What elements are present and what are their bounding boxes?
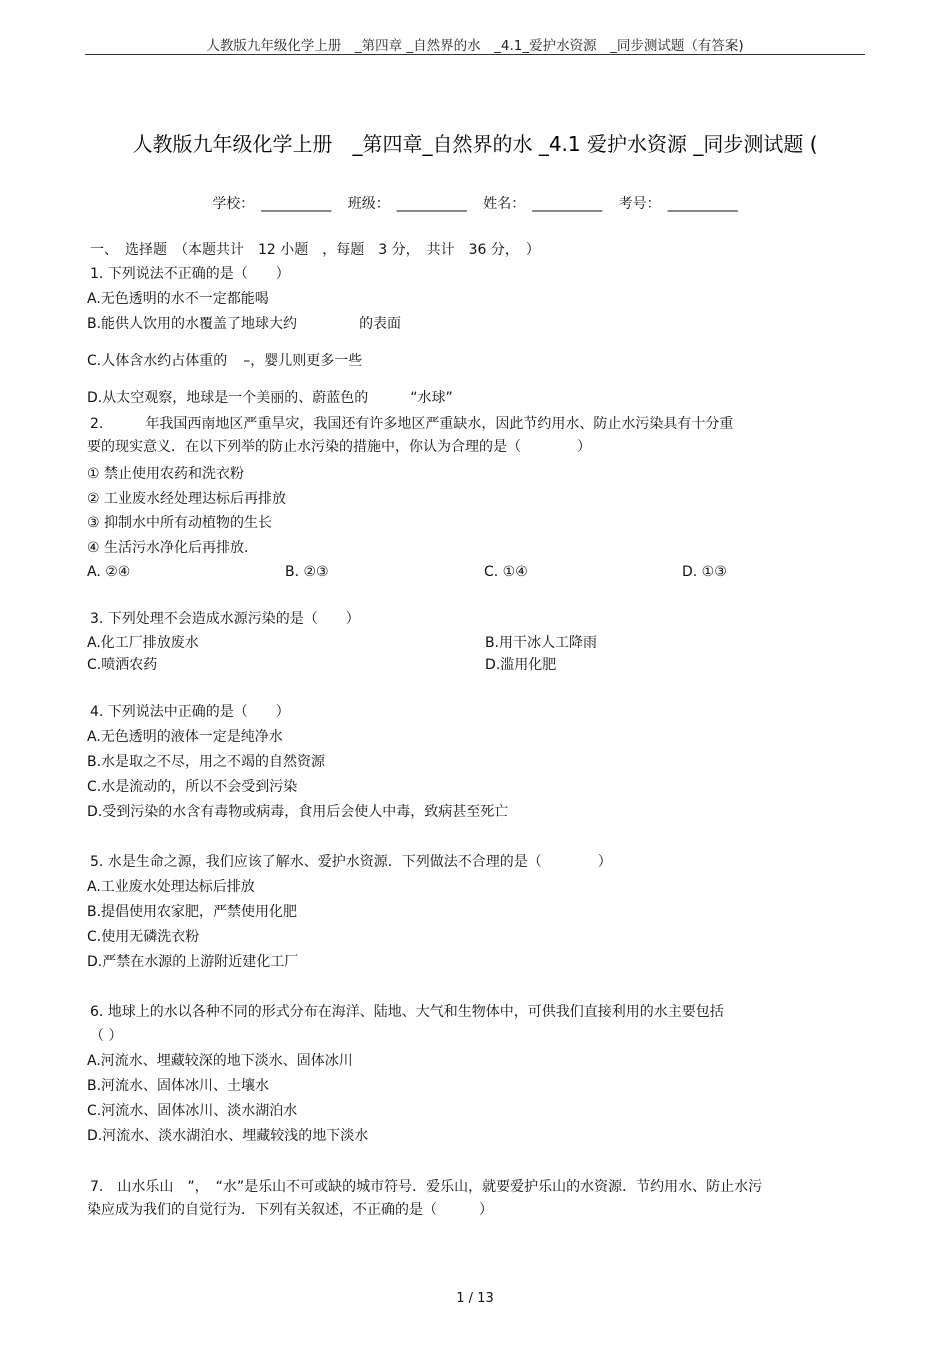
question-2-statement-4: ④ 生活污水净化后再排放． (87, 540, 259, 556)
question-2-stem-line2: 要的现实意义．在以下列举的防止水污染的措施中，你认为合理的是（ ） (87, 439, 591, 455)
question-7-stem-line2: 染应成为我们的自觉行为．下列有关叙述，不正确的是（ ） (87, 1202, 493, 1218)
question-1-option-c-part1: C.人体含水约占体重的 (87, 353, 228, 369)
question-2-stem-line1: 2. 年我国西南地区严重旱灾，我国还有许多地区严重缺水，因此节约用水、防止水污染具有十分重 (90, 416, 734, 432)
question-4-option-b: B.水是取之不尽，用之不竭的自然资源 (87, 754, 326, 770)
question-3-option-b: B.用干冰人工降雨 (485, 635, 598, 651)
question-4-stem: 4. 下列说法中正确的是（ ） (90, 704, 290, 720)
question-6-stem-line2: （ ） (90, 1028, 123, 1044)
page-title: 人教版九年级化学上册 _第四章_自然界的水 _4.1 爱护水资源 _同步测试题 ( (132, 132, 818, 156)
exam-number-field: 考号： __________ (618, 196, 738, 212)
question-4-option-d: D.受到污染的水含有毒物或病毒，食用后会使人中毒，致病甚至死亡 (87, 804, 509, 820)
running-header: 人教版九年级化学上册 _第四章 _自然界的水 _4.1_爱护水资源 _同步测试题（有答案) (206, 38, 744, 54)
question-2-statement-1: ① 禁止使用农药和洗衣粉 (87, 466, 245, 482)
student-info (0, 193, 950, 213)
question-3-option-a: A.化工厂排放废水 (87, 635, 199, 651)
question-2-option-c: C. ①④ (484, 564, 528, 580)
question-2-option-b: B. ②③ (285, 564, 329, 580)
question-1-option-c (87, 351, 362, 371)
question-3-option-d: D.滥用化肥 (485, 657, 557, 673)
question-5-option-a: A.工业废水处理达标后排放 (87, 879, 255, 895)
class-field: 班级： __________ (347, 196, 467, 212)
question-4-option-a: A.无色透明的液体一定是纯净水 (87, 729, 283, 745)
question-1-option-b-part2: 的表面 (359, 316, 402, 332)
page-number: 1 / 13 (456, 1291, 494, 1306)
question-6-option-b: B.河流水、固体冰川、土壤水 (87, 1078, 270, 1094)
question-1-option-b (87, 314, 401, 334)
question-6-stem-line1: 6. 地球上的水以各种不同的形式分布在海洋、陆地、大气和生物体中，可供我们直接利用的水主要包括 (90, 1004, 724, 1020)
question-3-option-c: C.喷洒农药 (87, 657, 158, 673)
question-4-option-c: C.水是流动的，所以不会受到污染 (87, 779, 298, 795)
question-6-option-a: A.河流水、埋藏较深的地下淡水、固体冰川 (87, 1053, 353, 1069)
question-5-option-c: C.使用无磷洗衣粉 (87, 929, 200, 945)
question-5-option-b: B.提倡使用农家肥，严禁使用化肥 (87, 904, 298, 920)
question-1-option-b-part1: B.能供人饮用的水覆盖了地球大约 (87, 316, 298, 332)
question-5-option-d: D.严禁在水源的上游附近建化工厂 (87, 954, 299, 970)
question-7-stem-line1: 7. 山水乐山 ”， “水”是乐山不可或缺的城市符号．爱乐山，就要爱护乐山的水资源．节约用水、防止水污 (90, 1179, 763, 1195)
question-1-stem: 1. 下列说法不正确的是（ ） (90, 266, 290, 282)
question-2-option-a: A. ②④ (87, 564, 131, 580)
question-6-option-c: C.河流水、固体冰川、淡水湖泊水 (87, 1103, 298, 1119)
section-heading: 一、 选择题 （本题共计 12 小题 ，每题 3 分， 共计 36 分， ） (90, 242, 540, 258)
question-2-statement-2: ② 工业废水经处理达标后再排放 (87, 491, 287, 507)
question-2-option-d: D. ①③ (682, 564, 727, 580)
question-2-statement-3: ③ 抑制水中所有动植物的生长 (87, 515, 273, 531)
question-1-option-c-part2: –，婴儿则更多一些 (243, 353, 363, 369)
question-6-option-d: D.河流水、淡水湖泊水、埋藏较浅的地下淡水 (87, 1128, 369, 1144)
name-field: 姓名： __________ (483, 196, 603, 212)
question-1-option-d: D.从太空观察，地球是一个美丽的、蔚蓝色的 “水球” (87, 390, 453, 406)
question-1-option-a: A.无色透明的水不一定都能喝 (87, 291, 269, 307)
question-3-stem: 3. 下列处理不会造成水源污染的是（ ） (90, 611, 360, 627)
header-divider (85, 54, 865, 55)
question-5-stem: 5. 水是生命之源，我们应该了解水、爱护水资源．下列做法不合理的是（ ） (90, 854, 612, 870)
school-field: 学校： __________ (212, 196, 332, 212)
